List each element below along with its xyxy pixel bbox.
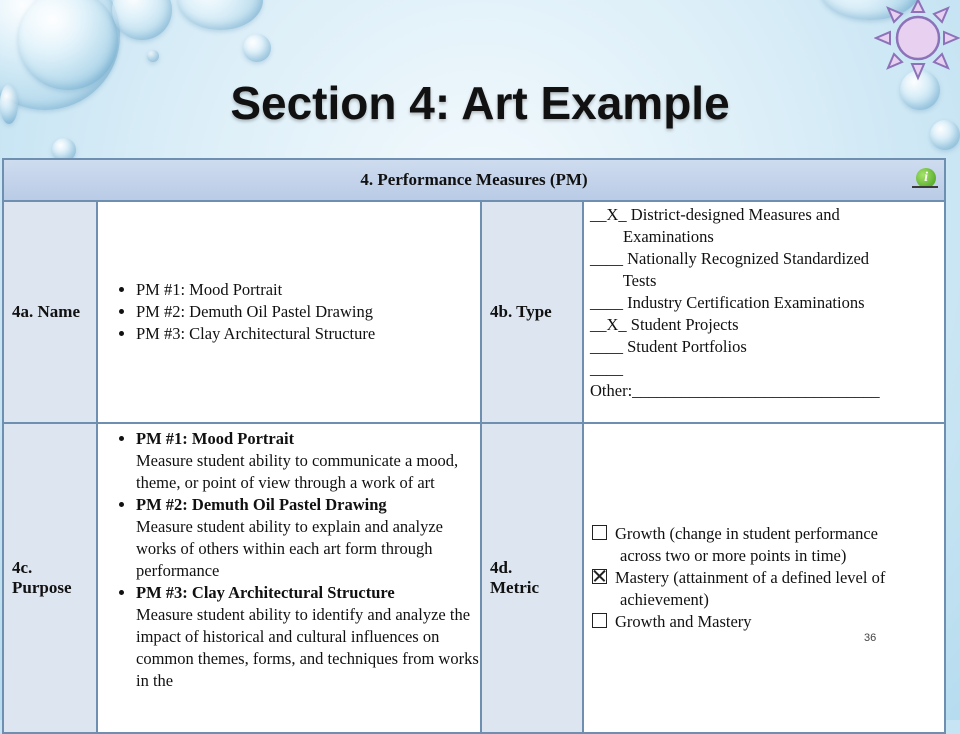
checkbox-icon[interactable] xyxy=(592,525,607,540)
metric-option-text: Growth and Mastery xyxy=(615,612,752,631)
type-option: ____ Industry Certification Examinations xyxy=(590,293,865,312)
performance-measures-table xyxy=(2,158,946,734)
table-header xyxy=(3,159,945,201)
purpose-description: Measure student ability to communicate a mood, theme, or point of view through a work of art xyxy=(136,451,459,492)
purpose-description: Measure student ability to identify and analyze the impact of historical and cultural influences on common themes, forms, and techniques from works in the xyxy=(136,605,479,690)
metric-cell xyxy=(583,423,945,733)
water-drop-decoration xyxy=(178,0,263,30)
type-option: ____ xyxy=(590,359,623,378)
list-item xyxy=(136,494,480,582)
water-drop-decoration xyxy=(243,34,271,62)
purpose-cell xyxy=(97,423,481,733)
list-item: • PM #2: Demuth Oil Pastel Drawing xyxy=(136,301,480,323)
purpose-label-number: 4c. xyxy=(12,558,33,577)
metric-option-continuation: achievement) xyxy=(620,590,709,609)
purpose-title: PM #1: Mood Portrait xyxy=(136,429,295,448)
purpose-title: PM #2: Demuth Oil Pastel Drawing xyxy=(136,495,387,514)
table-header-title: 4. Performance Measures (PM) xyxy=(360,170,588,189)
list-item xyxy=(136,582,480,692)
metric-label xyxy=(481,423,583,733)
metric-option-mastery xyxy=(592,567,936,589)
metric-option-growth-mastery xyxy=(592,611,936,633)
type-option: Examinations xyxy=(590,227,714,246)
type-option: ____ Student Portfolios xyxy=(590,337,747,356)
type-option: Tests xyxy=(590,271,657,290)
info-icon[interactable]: i xyxy=(916,168,936,188)
list-item: • PM #1: Mood Portrait xyxy=(136,279,480,301)
type-cell xyxy=(583,201,945,423)
list-item: • PM #3: Clay Architectural Structure xyxy=(136,323,480,345)
purpose-title: PM #3: Clay Architectural Structure xyxy=(136,583,395,602)
info-icon-underline xyxy=(912,186,938,188)
name-label: 4a. Name xyxy=(3,201,97,423)
metric-option-growth xyxy=(592,523,936,545)
metric-option-text: Growth (change in student performance xyxy=(615,524,878,543)
sun-icon xyxy=(874,0,960,82)
checked-checkbox-icon[interactable] xyxy=(592,569,607,584)
slide-number: 36 xyxy=(864,632,877,644)
purpose-label-text: Purpose xyxy=(12,578,72,597)
name-cell xyxy=(97,201,481,423)
type-label: 4b. Type xyxy=(481,201,583,423)
metric-option-continuation: across two or more points in time) xyxy=(620,546,847,565)
water-drop-decoration xyxy=(147,50,159,62)
metric-label-text: Metric xyxy=(490,578,540,597)
checkbox-icon[interactable] xyxy=(592,613,607,628)
purpose-description: Measure student ability to explain and analyze works of others within each art form through performance xyxy=(136,517,443,580)
type-option-other: Other:______________________________ xyxy=(590,381,880,400)
type-option: __X_ Student Projects xyxy=(590,315,739,334)
metric-label-number: 4d. xyxy=(490,558,513,577)
list-item xyxy=(136,428,480,494)
slide-title: Section 4: Art Example xyxy=(230,77,730,129)
metric-option-text: Mastery (attainment of a defined level of xyxy=(615,568,886,587)
purpose-label xyxy=(3,423,97,733)
type-option: __X_ District-designed Measures and xyxy=(590,205,840,224)
type-option: ____ Nationally Recognized Standardized xyxy=(590,249,870,268)
water-drop-decoration xyxy=(112,0,172,40)
